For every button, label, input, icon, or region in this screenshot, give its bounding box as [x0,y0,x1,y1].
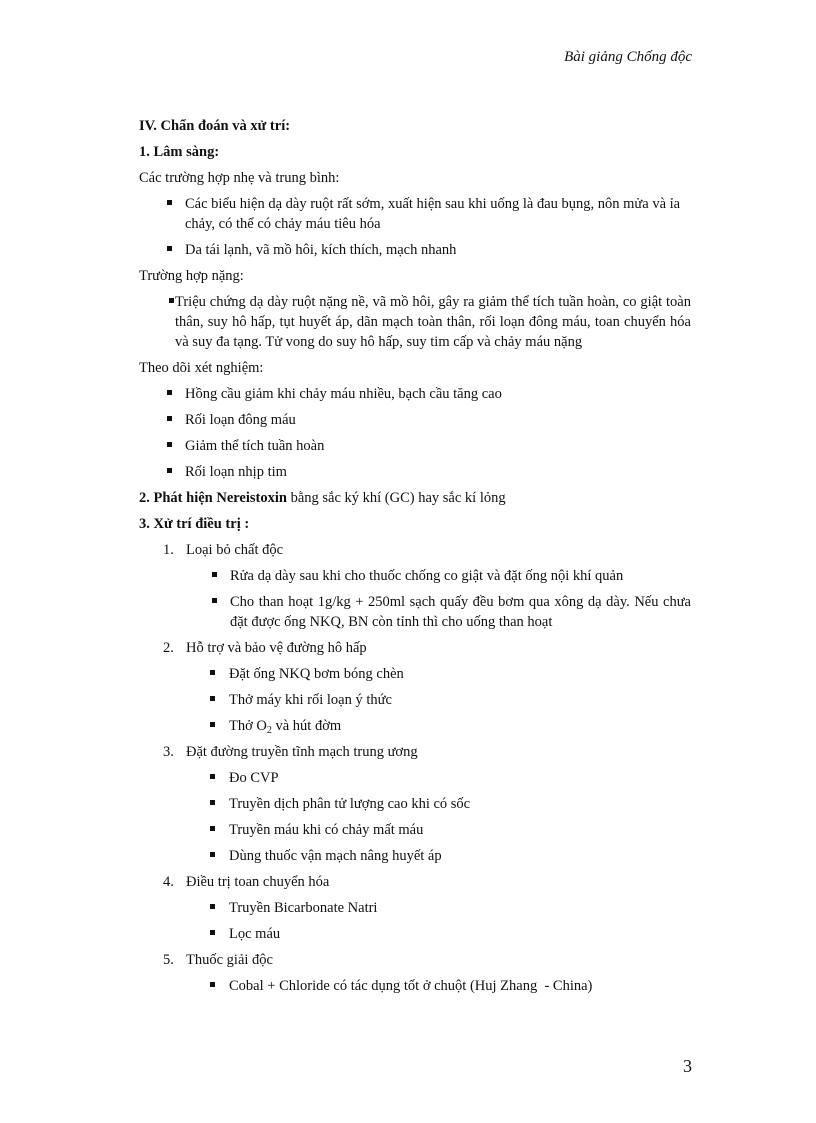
bullet-icon [210,696,215,701]
list-item-text-prefix: Thở O [229,718,267,734]
step-heading [139,742,691,762]
bullet-icon [167,246,172,251]
list-item-text: Rối loạn nhịp tim [185,464,287,480]
page-content [139,116,691,1002]
step-label: Thuốc giải độc [186,952,273,968]
bullet-icon [167,442,172,447]
list-item [139,846,691,866]
list-item [139,924,691,944]
bullet-icon [210,722,215,727]
list-item-text: Cho than hoạt 1g/kg + 250ml sạch quấy đều bơm qua xông dạ dày. Nếu chưa đặt được ống NKQ, BN còn tỉnh thì cho uống than hoạt [230,594,691,630]
detection-line [139,488,691,508]
list-item-text: Giảm thể tích tuần hoàn [185,438,325,454]
treatment-step [139,950,691,996]
list-item [139,716,691,736]
bullet-icon [210,800,215,805]
list-item [139,794,691,814]
list-item-text: Rối loạn đông máu [185,412,296,428]
step-3-list [139,768,691,866]
list-item [139,820,691,840]
list-item-text: Triệu chứng dạ dày ruột nặng nề, vã mồ hôi, gây ra giảm thể tích tuần hoàn, co giật toàn thân, suy hô hấp, tụt huyết áp, dãn mạch toàn thân, rối loạn đông máu, toan chuyển hóa và suy đa tạng. Tử vong do suy hô hấp, suy tim cấp và chảy máu nặng [175,294,691,350]
step-number: 5. [163,952,174,968]
subscript: 2 [266,725,272,736]
bullet-icon [210,904,215,909]
page-header: Bài giảng Chống độc [564,49,692,65]
bullet-icon [210,774,215,779]
treatment-steps [139,540,691,996]
step-1-list [139,566,691,632]
bullet-icon [212,598,217,603]
step-number: 2. [163,640,174,656]
bullet-icon [210,826,215,831]
bullet-icon [167,416,172,421]
step-label: Hỗ trợ và bảo vệ đường hô hấp [186,640,367,656]
list-item [139,462,691,482]
severe-list [139,292,691,352]
list-item [139,690,691,710]
list-item-text: Rửa dạ dày sau khi cho thuốc chống co giật và đặt ống nội khí quản [230,568,624,584]
bullet-icon [210,670,215,675]
list-item-text: Đặt ống NKQ bơm bóng chèn [229,666,404,682]
list-item-text: Hồng cầu giảm khi chảy máu nhiều, bạch cầu tăng cao [185,386,502,402]
step-label: Loại bỏ chất độc [186,542,284,558]
bullet-icon [167,468,172,473]
list-item-text: Da tái lạnh, vã mồ hôi, kích thích, mạch nhanh [185,242,457,258]
list-item-text: Dùng thuốc vận mạch nâng huyết áp [229,848,442,864]
detection-title: 2. Phát hiện Nereistoxin [139,490,287,506]
step-number: 3. [163,744,174,760]
step-4-list [139,898,691,944]
step-heading [139,638,691,658]
list-item [139,292,691,352]
treatment-step [139,638,691,736]
list-item-text: Truyền máu khi có chảy mất máu [229,822,424,838]
list-item [139,436,691,456]
bullet-icon [169,298,174,303]
bullet-icon [167,200,172,205]
clinical-title: 1. Lâm sàng: [139,144,220,160]
treatment-step [139,540,691,632]
list-item [139,410,691,430]
list-item-text: Đo CVP [229,770,279,786]
list-item [139,566,691,586]
list-item-text: Thở máy khi rối loạn ý thức [229,692,392,708]
step-label: Điều trị toan chuyển hóa [186,874,330,890]
bullet-icon [210,852,215,857]
step-2-list [139,664,691,736]
list-item-text: Lọc máu [229,926,281,942]
treatment-title: 3. Xử trí điều trị : [139,516,250,532]
step-label: Đặt đường truyền tĩnh mạch trung ương [186,744,418,760]
list-item [139,898,691,918]
list-item-text-suffix: và hút đờm [271,718,342,734]
list-item [139,240,691,260]
mild-intro: Các trường hợp nhẹ và trung bình: [139,170,340,186]
step-heading [139,872,691,892]
lab-intro: Theo dõi xét nghiệm: [139,360,264,376]
bullet-icon [210,982,215,987]
list-item-text: Cobal + Chloride có tác dụng tốt ở chuột (Huj Zhang - China) [229,978,593,994]
step-heading [139,950,691,970]
lab-list [139,384,691,482]
list-item [139,664,691,684]
list-item [139,194,691,234]
list-item [139,768,691,788]
step-heading [139,540,691,560]
step-number: 4. [163,874,174,890]
page-number: 3 [683,1056,692,1076]
list-item-text: Truyền dịch phân tử lượng cao khi có sốc [229,796,471,812]
detection-text: bằng sắc ký khí (GC) hay sắc kí lỏng [286,490,506,506]
bullet-icon [210,930,215,935]
list-item [139,976,691,996]
treatment-step [139,872,691,944]
list-item [139,592,691,632]
section-title: IV. Chẩn đoán và xử trí: [139,118,291,134]
severe-intro: Trường hợp nặng: [139,268,244,284]
bullet-icon [212,572,217,577]
treatment-step [139,742,691,866]
step-5-list [139,976,691,996]
list-item [139,384,691,404]
step-number: 1. [163,542,174,558]
list-item-text: Truyền Bicarbonate Natri [229,900,378,916]
mild-list [139,194,691,260]
bullet-icon [167,390,172,395]
list-item-text: Các biểu hiện dạ dày ruột rất sớm, xuất hiện sau khi uống là đau bụng, nôn mửa và ỉa chảy, có thể có chảy máu tiêu hóa [185,196,681,232]
